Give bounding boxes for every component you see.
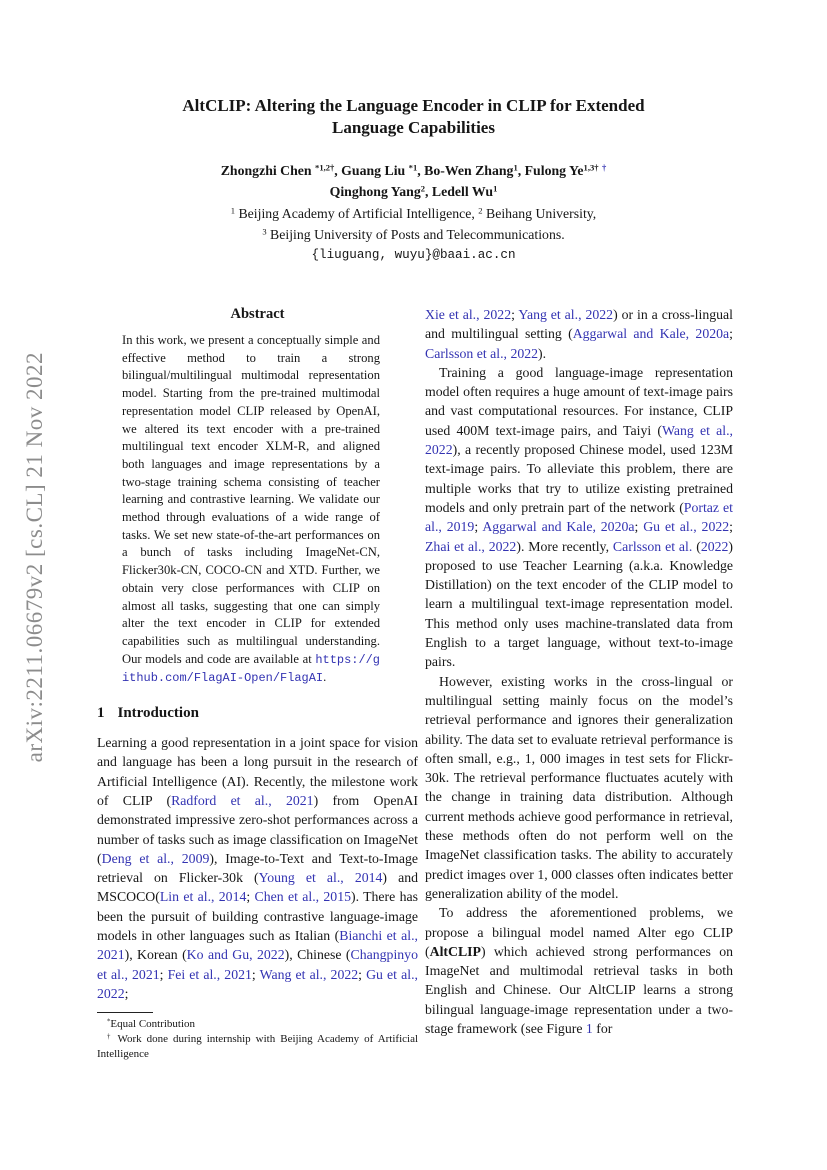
citation-link[interactable]: Deng et al., 2009 <box>101 850 210 866</box>
text-run: 1 <box>513 162 518 173</box>
continuation-paragraph <box>425 305 733 363</box>
text-run: ) and MSCOCO( <box>97 870 419 905</box>
text-run: ; <box>159 966 168 982</box>
text-run: To address the aforementioned problems, we propose a bilingual model named Alter ego CLIP ( <box>425 905 733 959</box>
section-1-title: Introduction <box>117 705 199 722</box>
citation-link[interactable]: Zhai et al., 2022 <box>425 538 517 554</box>
github-url-link[interactable]: https://github.com/FlagAI-Open/FlagAI <box>122 652 380 686</box>
text-run: * <box>107 1018 111 1026</box>
citation-link[interactable]: Aggarwal and Kale, 2020a <box>482 519 635 535</box>
text-run: ; <box>251 966 260 982</box>
citation-link[interactable]: Portaz et al., 2019 <box>425 499 733 535</box>
citation-link[interactable]: Yang et al., 2022 <box>518 307 614 322</box>
author-line-1 <box>0 161 827 182</box>
abstract-heading: Abstract <box>230 306 285 322</box>
text-run: ). There has been the pursuit of building contrastive language-image models in other languages such as Italian ( <box>97 889 418 944</box>
citation-link[interactable]: Lin et al., 2014 <box>159 889 247 905</box>
text-run: ), Image-to-Text and Text-to-Image retrieval on Flicker-30k ( <box>97 850 418 886</box>
text-run: ; <box>511 307 519 322</box>
paragraph-however <box>425 672 733 904</box>
text-run: 2 <box>478 205 483 216</box>
text-run: ), a recently proposed Chinese model, used 123M text-image pairs. To alleviate this problem, there are multiple works that try to utilize existing pretrained models and only pretrain part of the network ( <box>425 442 733 515</box>
text-run: Training a good language-image representation model often requires a huge amount of text-image pairs and vast computational resources. For instance, CLIP used 400M text-image pairs, and Taiyi ( <box>425 364 733 438</box>
text-run: ; <box>729 519 733 535</box>
affiliation-line-1 <box>0 204 827 225</box>
author-line-2 <box>0 182 827 203</box>
text-run: However, existing works in the cross-lingual or multilingual setting mainly focus on the model’s retrieval performance and ignores their generalization ability. The data set to evaluate retrieval performance is often small, e.g., 1, 000 images in test sets for Flickr-30k. The retrieval performance fluctuates acutely with the change in training data distribution. Although current methods achieve good performance in retrieval, these methods often do not perform well on the ImageNet classification tasks. The ability to accurately predict images over 1, 000 classes often indicates better generalization ability of the model. <box>425 673 733 901</box>
section-1-number: 1 <box>97 705 105 722</box>
citation-link[interactable]: Carlsson et al. <box>612 538 693 554</box>
text-run: Beijing University of Posts and Telecommunications. <box>266 226 565 242</box>
text-run: ), Chinese ( <box>284 947 351 963</box>
text-run: , Fulong Ye <box>517 163 584 178</box>
citation-link[interactable]: 2022 <box>700 538 729 554</box>
section-1-heading <box>97 705 418 722</box>
text-run: 1 <box>230 205 235 216</box>
abstract-body <box>122 332 380 688</box>
text-run: ) from OpenAI demonstrated impressive zero-shot performances across a number of tasks such as image classification on ImageNet ( <box>97 792 418 866</box>
text-run: ; <box>729 326 733 342</box>
citation-link[interactable]: Young et al., 2014 <box>258 870 383 886</box>
citation-link[interactable]: Xie et al., 2022 <box>425 307 512 322</box>
citation-link[interactable]: Bianchi et al., 2021 <box>97 928 419 963</box>
text-run: Qinghong Yang <box>329 183 421 199</box>
text-run: Equal Contribution <box>110 1018 196 1030</box>
left-column <box>97 306 418 1003</box>
text-run: , Guang Liu <box>334 163 409 178</box>
citation-link[interactable]: Aggarwal and Kale, 2020a <box>572 326 730 342</box>
text-run: 1 <box>493 183 498 194</box>
citation-link[interactable]: Carlsson et al., 2022 <box>425 345 539 361</box>
text-run: ). More recently, <box>516 538 613 554</box>
text-run: , Bo-Wen Zhang <box>417 163 514 178</box>
citation-link[interactable]: Wang et al., 2022 <box>259 966 359 982</box>
affiliation-block <box>0 204 827 245</box>
paper-title-line-2: Language Capabilities <box>332 117 495 137</box>
text-run: ) proposed to use Teacher Learning (a.k.a. Knowledge Distillation) on the text encoder of the CLIP model to learn a multilingual text-image representation model. This method only uses machine-translated data from English to a target language, without text-to-image pairs. <box>425 538 734 670</box>
citation-link[interactable]: Gu et al., 2022 <box>643 519 730 535</box>
arxiv-watermark: arXiv:2211.06679v2 [cs.CL] 21 Nov 2022 <box>22 352 47 763</box>
affiliation-line-2 <box>0 225 827 246</box>
figure-1-link[interactable]: 1 <box>585 1020 593 1036</box>
text-run: ), Korean ( <box>124 947 187 963</box>
paragraph-training <box>425 363 733 672</box>
citation-link[interactable]: Radford et al., 2021 <box>171 792 314 808</box>
text-run: , Ledell Wu <box>425 183 494 199</box>
paper-title <box>0 95 827 138</box>
citation-link[interactable]: Changpinyo et al., 2021 <box>97 947 418 982</box>
email-line: {liuguang, wuyu}@baai.ac.cn <box>311 248 516 262</box>
citation-link[interactable]: Fei et al., 2021 <box>167 966 252 982</box>
text-run: Zhongzhi Chen <box>220 163 316 178</box>
intro-paragraph-1 <box>97 733 418 1003</box>
text-run: ; <box>246 889 255 905</box>
citation-link[interactable]: † <box>601 162 607 173</box>
footnote-equal-contribution <box>97 1017 418 1032</box>
text-run: Work done during internship with Beijing Academy of Artificial Intelligence <box>97 1032 419 1060</box>
text-run: ( <box>692 538 701 554</box>
text-run: 3 <box>262 226 267 237</box>
author-block <box>0 161 827 202</box>
text-run: *1,2† <box>315 162 335 173</box>
citation-link[interactable]: Gu et al., 2022 <box>97 966 418 1001</box>
right-column <box>425 305 733 1038</box>
text-run: Beihang University, <box>482 206 597 221</box>
citation-link[interactable]: Wang et al., 2022 <box>425 422 733 458</box>
text-run: 2 <box>420 183 425 194</box>
paragraph-to-address <box>425 903 733 1038</box>
text-run: 1,3† <box>583 162 599 173</box>
footnote-block <box>97 1012 418 1061</box>
text-run: ; <box>358 966 367 982</box>
text-run: In this work, we present a conceptually simple and effective method to train a strong bilingual/multilingual multimodal representation model. Starting from the pre-trained multimodal representation model CLIP released by OpenAI, we altered its text encoder with a pre-trained multilingual text encoder XLM-R, and aligned both languages and image representations by a two-stage training schema consisting of teacher learning and contrastive learning. We validate our method through evaluations of a wide range of tasks. We set new state-of-the-art performances on a bunch of tasks including ImageNet-CN, Flicker30k-CN, COCO-CN and XTD. Further, we obtain very close performances with CLIP on almost all tasks, suggesting that one can simply alter the text encoder in CLIP for extended capabilities such as multilingual understanding. Our models and code are available at <box>122 333 380 666</box>
text-run: for <box>592 1020 613 1036</box>
text-run: ). <box>538 345 547 361</box>
text-run: ; <box>474 519 483 535</box>
text-run: ) which achieved strong performances on ImageNet and multimodal retrieval tasks in both English and Chinese. Our AltCLIP learns a strong bilingual language-image representation under a two-stage framework (see Figure <box>425 943 733 1036</box>
footnote-divider <box>97 1012 153 1013</box>
text-run: *1 <box>408 162 418 173</box>
citation-link[interactable]: Chen et al., 2015 <box>254 889 351 905</box>
citation-link[interactable]: Ko and Gu, 2022 <box>186 947 285 963</box>
footnote-internship <box>97 1032 418 1062</box>
paper-title-line-1: AltCLIP: Altering the Language Encoder in CLIP for Extended <box>182 96 645 115</box>
text-run: ; <box>634 519 644 535</box>
text-run: ; <box>124 985 129 1001</box>
text-run: ) or in a cross-lingual and multilingual setting ( <box>425 307 733 342</box>
text-run: Learning a good representation in a joint space for vision and language has been a long pursuit in the research of Artificial Intelligence (AI). Recently, the milestone work of CLIP ( <box>97 735 418 808</box>
text-run: . <box>323 670 327 685</box>
text-run: AltCLIP <box>429 943 481 959</box>
text-run: † <box>107 1033 113 1041</box>
text-run: Beijing Academy of Artificial Intelligence, <box>235 206 479 221</box>
